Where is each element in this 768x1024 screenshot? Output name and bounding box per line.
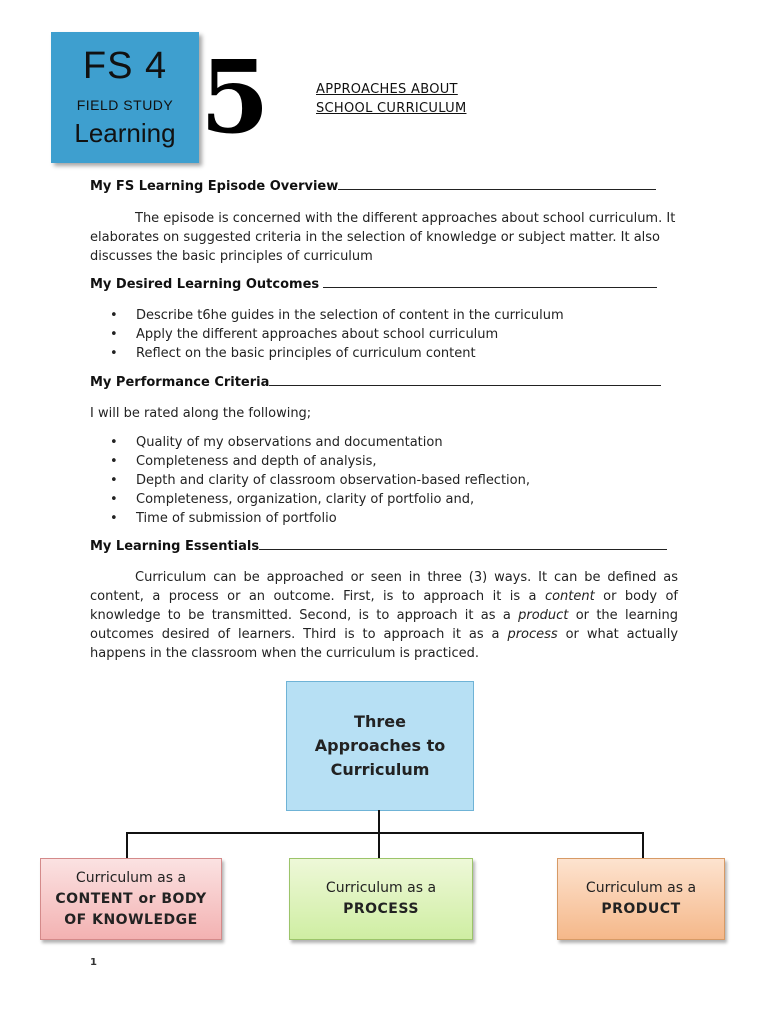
essentials-text-3: or the learning outcomes desired of learners. Third is to approach it as a bbox=[90, 608, 678, 642]
overview-heading-text: My FS Learning Episode Overview bbox=[90, 179, 339, 194]
criteria-heading-text: My Performance Criteria bbox=[90, 375, 270, 390]
diagram-root-line-2: Approaches to bbox=[314, 736, 446, 755]
process-box-line-1: Curriculum as a bbox=[325, 880, 437, 896]
page-number: 1 bbox=[90, 957, 97, 968]
diagram-product-box bbox=[557, 858, 725, 940]
essentials-text-1: Curriculum can be approached or seen in three (3) ways. It can be defined as content, a process or an outcome. First, is to approach it is a bbox=[90, 570, 678, 604]
essentials-emphasis-process: process bbox=[507, 627, 558, 642]
logo-learning-text: Learning bbox=[74, 118, 176, 148]
list-item: • Apply the different approaches about school curriculum bbox=[136, 325, 726, 344]
list-item: • Time of submission of portfolio bbox=[136, 509, 726, 528]
list-item: • Completeness, organization, clarity of portfolio and, bbox=[136, 490, 726, 509]
title-line-1: APPROACHES ABOUT bbox=[316, 82, 458, 97]
list-item: • Describe t6he guides in the selection of content in the curriculum bbox=[136, 306, 726, 325]
essentials-text-4: or what actually happens in the classroom when the curriculum is practiced. bbox=[90, 627, 679, 661]
criteria-intro: I will be rated along the following; bbox=[90, 406, 312, 421]
list-item: • Completeness and depth of analysis, bbox=[136, 452, 726, 471]
list-item: • Reflect on the basic principles of curriculum content bbox=[136, 344, 726, 363]
episode-number: 5 bbox=[200, 38, 270, 156]
product-box-line-1: Curriculum as a bbox=[585, 880, 697, 896]
content-box-line-1: Curriculum as a bbox=[75, 869, 187, 886]
essentials-text-2: or body of knowledge to be transmitted. Second, is to approach it as a bbox=[90, 589, 678, 623]
diagram-process-box bbox=[289, 858, 473, 940]
diagram-content-box bbox=[40, 858, 222, 940]
product-box-line-2: PRODUCT bbox=[601, 901, 681, 917]
title-line-2: SCHOOL CURRICULUM bbox=[316, 101, 467, 116]
logo-field-study-text: FIELD STUDY bbox=[76, 97, 174, 113]
process-box-line-2: PROCESS bbox=[343, 901, 419, 917]
diagram-root-line-3: Curriculum bbox=[330, 760, 430, 779]
overview-text: The episode is concerned with the different approaches about school curriculum. It elaborates on suggested criteria in the selection of knowledge or subject matter. It also discusses the basic principles of curriculum bbox=[90, 211, 676, 264]
essentials-emphasis-content: content bbox=[544, 589, 595, 604]
content-box-line-3: OF KNOWLEDGE bbox=[64, 911, 198, 928]
content-box-line-2: CONTENT or BODY bbox=[55, 890, 207, 907]
logo-fs-text: FS 4 bbox=[82, 45, 168, 87]
essentials-emphasis-product: product bbox=[518, 608, 569, 623]
list-item: • Quality of my observations and documentation bbox=[136, 433, 726, 452]
essentials-heading-text: My Learning Essentials bbox=[90, 539, 260, 554]
diagram-root-line-1: Three bbox=[354, 712, 406, 731]
outcomes-heading-text: My Desired Learning Outcomes bbox=[90, 277, 320, 292]
list-item: • Depth and clarity of classroom observation-based reflection, bbox=[136, 471, 726, 490]
